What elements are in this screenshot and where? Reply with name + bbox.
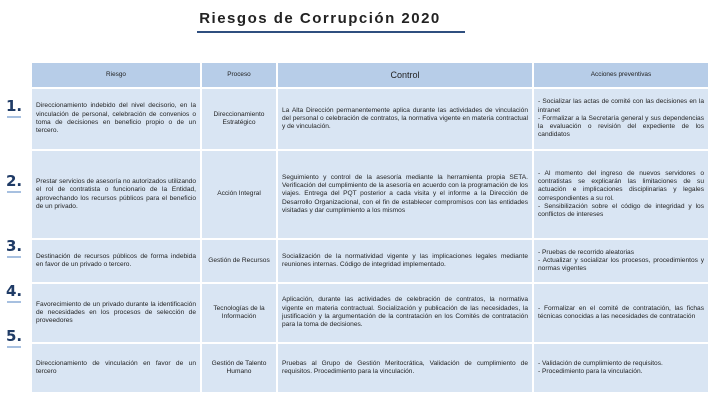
- header-proceso: Proceso: [202, 63, 276, 87]
- accion-item: - Pruebas de recorrido aleatorias: [538, 248, 635, 256]
- cell-proceso: Direccionamiento Estratégico: [202, 89, 276, 149]
- cell-proceso: Gestión de Recursos: [202, 240, 276, 282]
- accion-item: - Sensibilización sobre el código de integridad y los conflictos de intereses: [538, 202, 704, 219]
- cell-acciones: [534, 344, 708, 392]
- cell-riesgo: Prestar servicios de asesoría no autorizados utilizando el rol de contratista o funcionario de la Entidad, aprovechando los recursos públicos para el beneficio de un privado.: [32, 151, 200, 238]
- accion-item: - Validación de cumplimiento de requisitos.: [538, 359, 663, 367]
- title-underline: [197, 31, 465, 33]
- header-control: Control: [278, 63, 532, 87]
- cell-acciones: [534, 284, 708, 342]
- row-number: 3.: [6, 237, 23, 255]
- cell-proceso: Acción Integral: [202, 151, 276, 238]
- cell-riesgo: Favorecimiento de un privado durante la identificación de necesidades en los procesos de selección de proveedores: [32, 284, 200, 342]
- row-number: 5.: [6, 327, 23, 345]
- accion-item: - Formalizar a la Secretaría general y sus dependencias la evaluación o revisión del expediente de los candidatos: [538, 114, 704, 139]
- page-title: Riesgos de Corrupción 2020: [199, 10, 441, 27]
- cell-acciones: [534, 89, 708, 149]
- cell-proceso: Tecnologías de la Información: [202, 284, 276, 342]
- cell-riesgo: Direccionamiento indebido del nivel decisorio, en la vinculación de personal, celebración de convenios o toma de decisiones en beneficio propio o de un tercero.: [32, 89, 200, 149]
- cell-control: Socialización de la normatividad vigente y las implicaciones legales mediante reuniones internas. Código de integridad implementado.: [278, 240, 532, 282]
- accion-item: - Socializar las actas de comité con las decisiones en la intranet: [538, 98, 704, 114]
- table-row: [32, 89, 708, 149]
- table-row: [32, 151, 708, 238]
- table-row: [32, 240, 708, 282]
- accion-item: - Procedimiento para la vinculación.: [538, 368, 643, 375]
- cell-proceso: Gestión de Talento Humano: [202, 344, 276, 392]
- accion-item: - Actualizar y socializar los procesos, procedimientos y normas vigentes: [538, 256, 704, 273]
- row-numbers: [0, 0, 30, 405]
- header-acciones: Acciones preventivas: [534, 63, 708, 87]
- cell-acciones: [534, 240, 708, 282]
- cell-control: La Alta Dirección permanentemente aplica durante las actividades de vinculación del personal o celebración de contratos, la normativa vigente en materia contractual y de vinculación.: [278, 89, 532, 149]
- row-number: 4.: [6, 282, 23, 300]
- row-number: 2.: [6, 172, 23, 190]
- cell-riesgo: Destinación de recursos públicos de forma indebida en favor de un privado o tercero.: [32, 240, 200, 282]
- table-row: [32, 284, 708, 342]
- accion-item: - Al momento del ingreso de nuevos servidores o contratistas se explicarán las limitaciones de su actuación e implicaciones disciplinarias y legales correspondientes a su rol.: [538, 169, 704, 202]
- table-row: [32, 344, 708, 392]
- row-number: 1.: [6, 97, 23, 115]
- cell-acciones: [534, 151, 708, 238]
- cell-control: Aplicación, durante las actividades de celebración de contratos, la normativa vigente en materia contractual. Socialización y publicación de las necesidades, la justificación y la argumentación de la contratación en los Comités de contratación para la toma de decisiones.: [278, 284, 532, 342]
- header-riesgo: Riesgo: [32, 63, 200, 87]
- risk-table: [30, 61, 710, 394]
- accion-item: - Formalizar en el comité de contratación, las fichas técnicas conocidas a las necesidades de contratación: [538, 304, 704, 320]
- cell-control: Seguimiento y control de la asesoría mediante la herramienta propia SETA. Verificación del cumplimiento de la asesoría en acuerdo con la programación de los viajes. Entrega del PQT posterior a cada visita y el informe a la Dirección de Desarrollo Organizacional, con el fin de establecer compromisos con las entidades visitadas y dar cumplimiento a los mismos: [278, 151, 532, 238]
- cell-riesgo: Direccionamiento de vinculación en favor de un tercero: [32, 344, 200, 392]
- cell-control: Pruebas al Grupo de Gestión Meritocrática, Validación de cumplimiento de requisitos. Procedimiento para la vinculación.: [278, 344, 532, 392]
- table-header-row: [32, 63, 708, 87]
